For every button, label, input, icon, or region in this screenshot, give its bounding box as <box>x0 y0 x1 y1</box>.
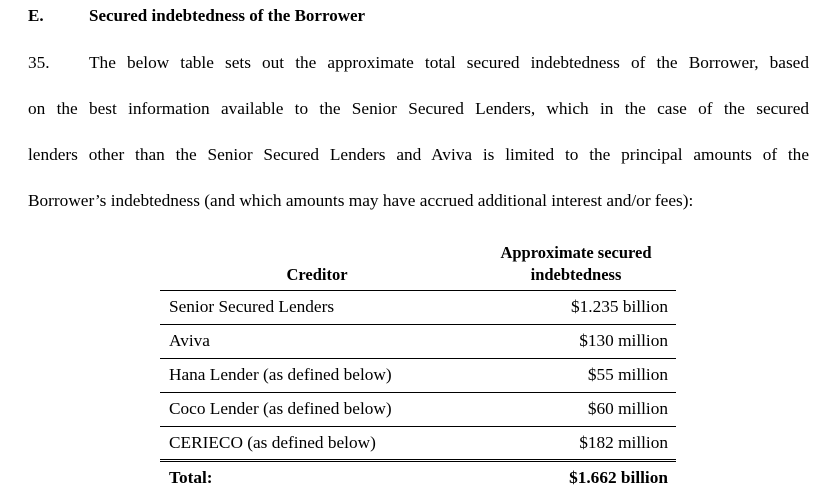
amount-header-line-1: Approximate secured <box>500 243 652 262</box>
creditor-cell: CERIECO (as defined below) <box>169 433 376 452</box>
paragraph-line-3: lenders other than the Senior Secured Lenders and Aviva is limited to the principal amounts of the <box>28 145 809 164</box>
creditor-column-header: Creditor <box>286 265 348 284</box>
table-row <box>160 325 676 358</box>
paragraph-line-4: Borrower’s indebtedness (and which amounts may have accrued additional interest and/or fees): <box>28 191 694 210</box>
amount-cell: $1.235 billion <box>571 297 668 316</box>
amount-cell: $60 million <box>587 399 668 418</box>
table-row <box>160 291 676 324</box>
table-row <box>160 393 676 426</box>
creditor-cell: Hana Lender (as defined below) <box>169 365 392 384</box>
total-row <box>160 462 676 495</box>
creditor-cell: Senior Secured Lenders <box>169 297 335 316</box>
amount-cell: $55 million <box>587 365 668 384</box>
section-letter: E. <box>28 6 44 25</box>
section-heading <box>28 6 365 26</box>
creditor-cell: Aviva <box>169 331 210 350</box>
creditor-cell: Coco Lender (as defined below) <box>169 399 392 418</box>
amount-cell: $182 million <box>579 433 668 452</box>
total-label: Total: <box>169 468 213 487</box>
amount-column-header <box>476 242 676 286</box>
amount-header-line-2: indebtedness <box>530 265 622 284</box>
paragraph-number: 35. <box>28 53 50 72</box>
section-title: Secured indebtedness of the Borrower <box>89 6 366 25</box>
amount-cell: $130 million <box>579 331 668 350</box>
paragraph-line-2: on the best information available to the Senior Secured Lenders, which in the case of the secured <box>28 99 809 118</box>
table-row <box>160 359 676 392</box>
paragraph-line-1 <box>28 52 809 74</box>
paragraph-line-1-text: The below table sets out the approximate total secured indebtedness of the Borrower, based <box>89 53 809 72</box>
table-row <box>160 427 676 460</box>
total-amount: $1.662 billion <box>569 468 668 487</box>
